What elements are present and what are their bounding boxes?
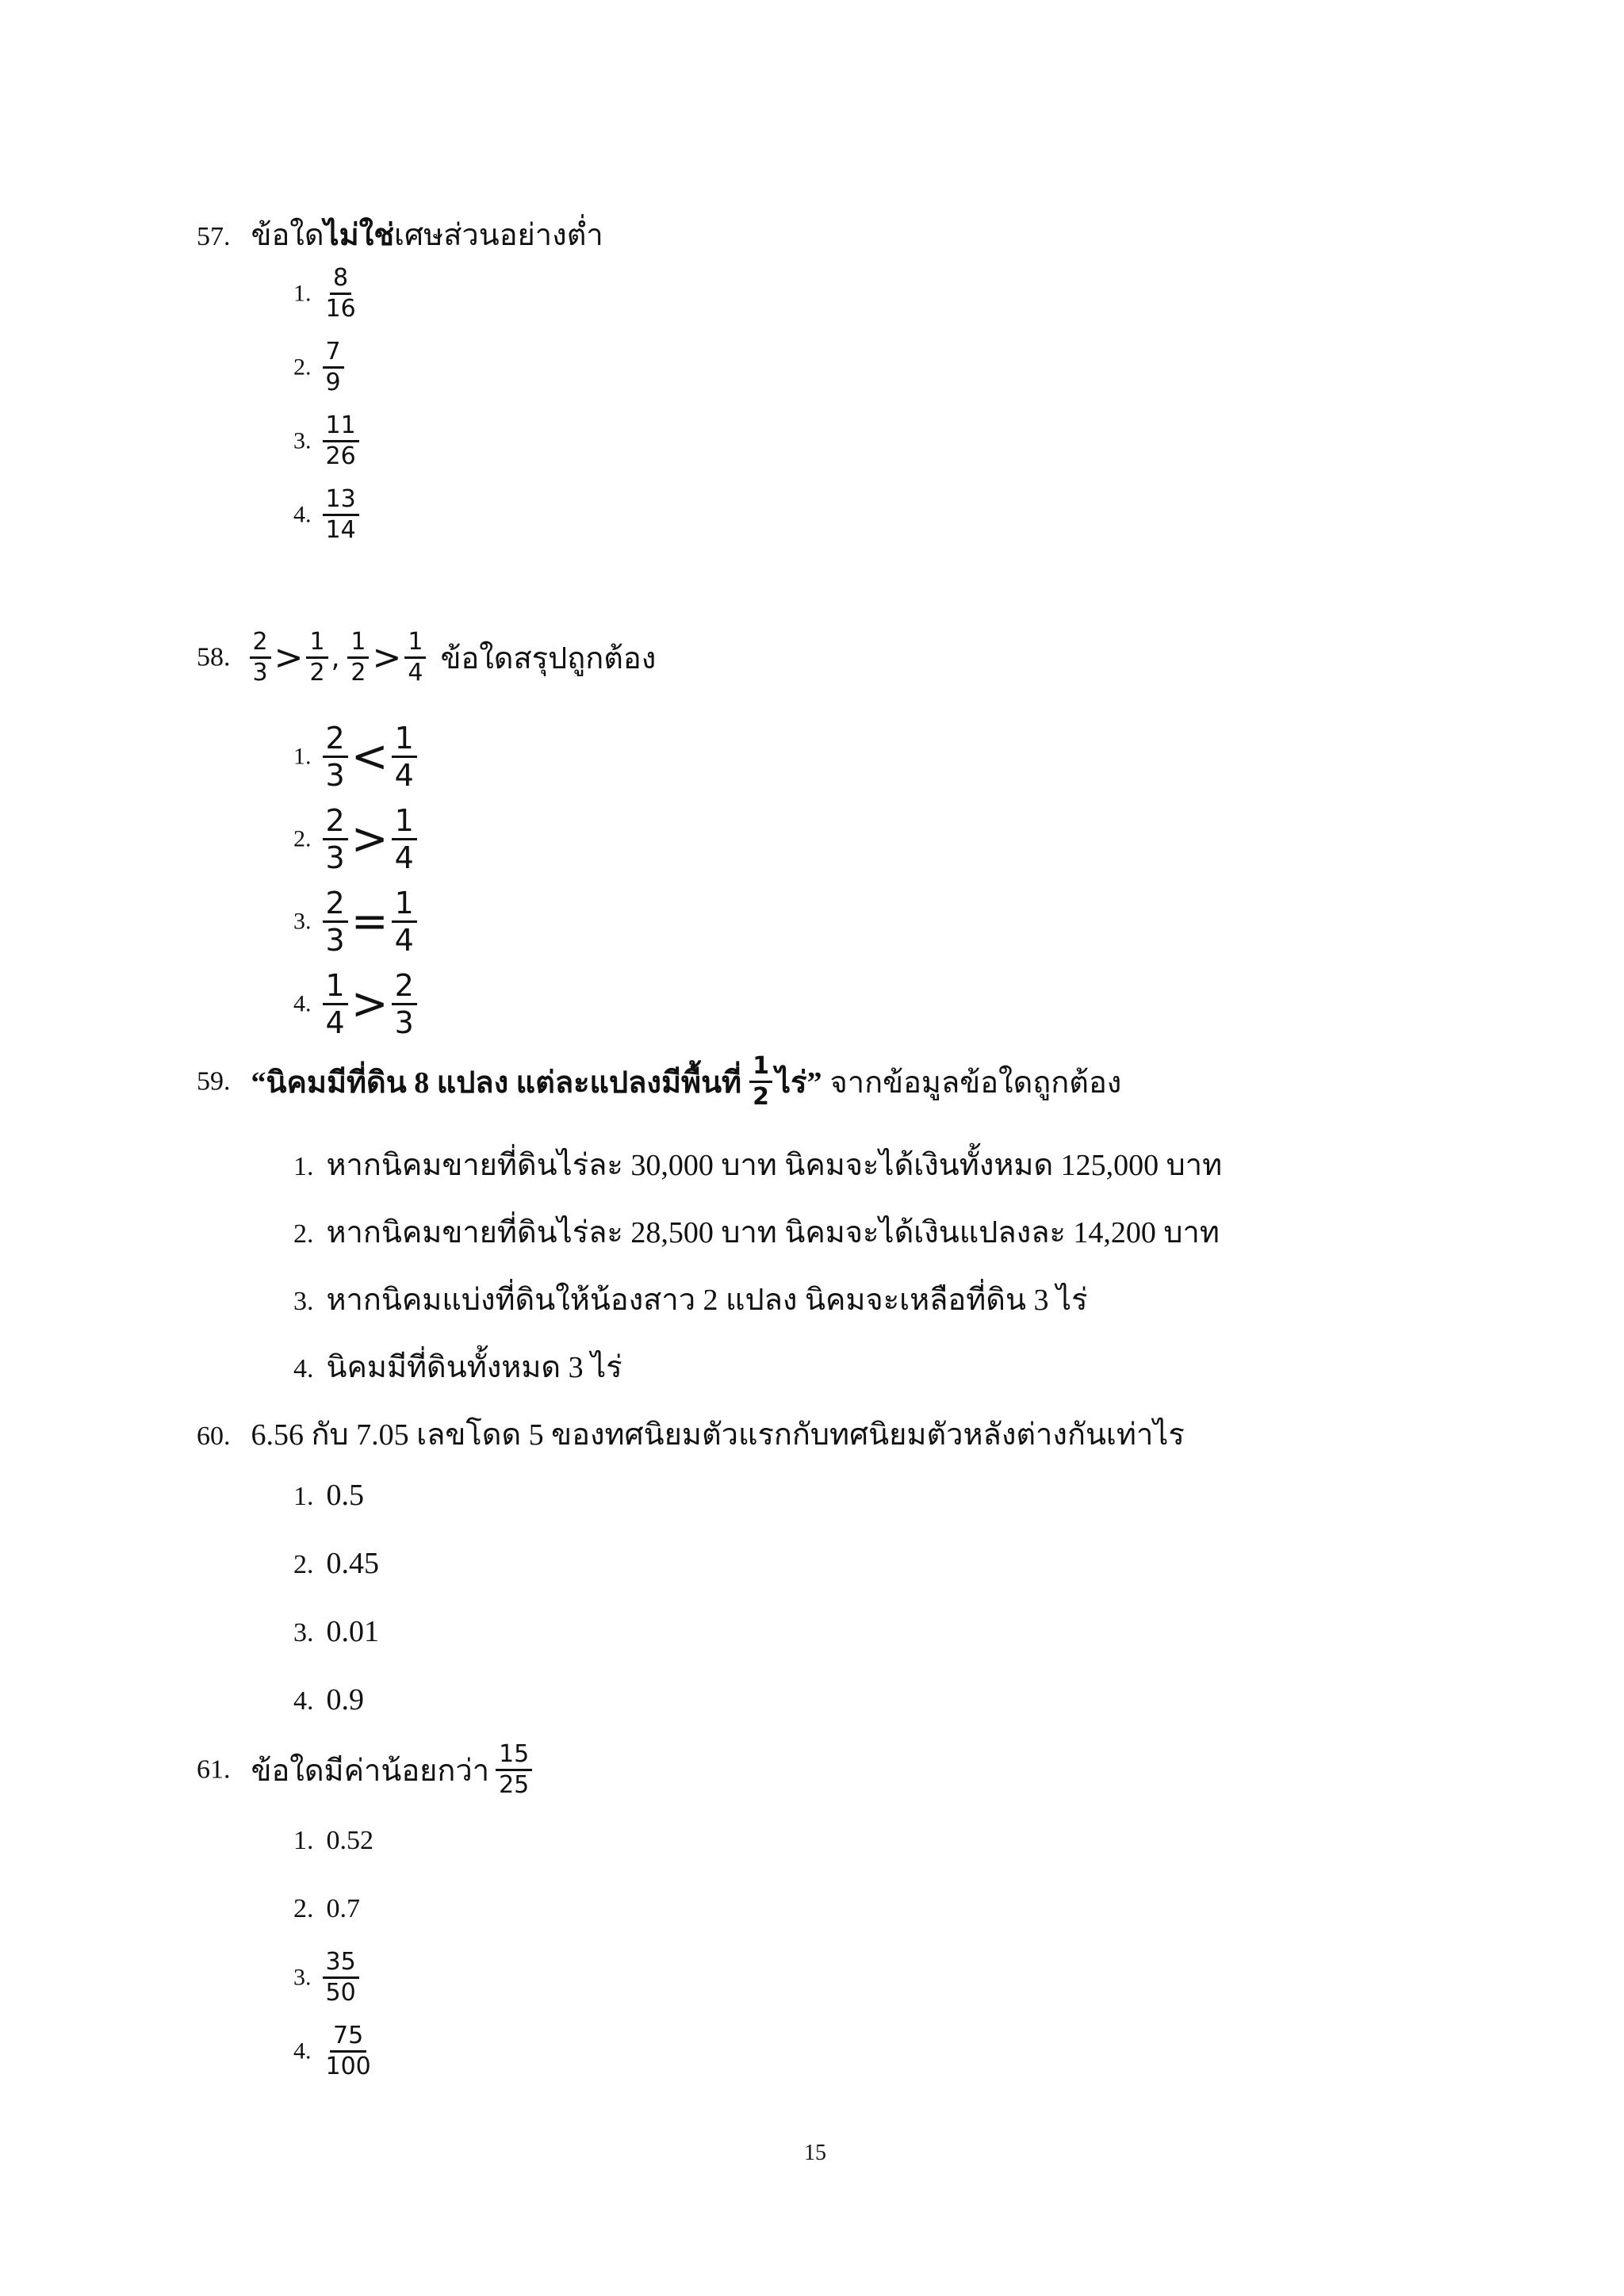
fraction: $\frac{2}{3}$ — [323, 806, 348, 873]
fraction: $\frac{35}{50}$ — [323, 1950, 359, 2005]
q57-option-1[interactable]: 1. $\frac{8}{16}$ — [293, 266, 359, 321]
fraction: $\frac{1}{2}$ — [749, 1054, 772, 1109]
greater-than-symbol: > — [274, 637, 304, 678]
question-59: 59. “นิคมมีที่ดิน 8 แปลง แต่ละแปลงมีพื้นที่ $\frac{1}{2}$ ไร่” จากข้อมูลข้อใดถูกต้อง — [197, 1052, 1122, 1111]
q59-option-3[interactable]: 3. หากนิคมแบ่งที่ดินให้น้องสาว 2 แปลง นิคมจะเหลือที่ดิน 3 ไร่ — [293, 1284, 1088, 1317]
question-text: จากข้อมูลข้อใดถูกต้อง — [829, 1066, 1122, 1100]
q61-option-3[interactable]: 3. $\frac{35}{50}$ — [293, 1950, 359, 2005]
q60-option-3[interactable]: 3. 0.01 — [293, 1615, 379, 1648]
question-text: ข้อใดสรุปถูกต้อง — [440, 642, 657, 675]
fraction: $\frac{1}{4}$ — [392, 888, 417, 955]
fraction: $\frac{1}{4}$ — [404, 630, 426, 685]
q58-option-3[interactable]: 3. $\frac{2}{3}$ = $\frac{1}{4}$ — [293, 888, 417, 955]
greater-than-symbol: > — [372, 637, 402, 678]
q60-option-1[interactable]: 1. 0.5 — [293, 1479, 364, 1512]
q57-option-4[interactable]: 4. $\frac{13}{14}$ — [293, 488, 359, 542]
q58-option-4[interactable]: 4. $\frac{1}{4}$ > $\frac{2}{3}$ — [293, 970, 417, 1038]
fraction: $\frac{2}{3}$ — [250, 630, 271, 685]
question-text: 6.56 กับ 7.05 เลขโดด 5 ของทศนิยมตัวแรกกับทศนิยมตัวหลังต่างกันเท่าไร — [251, 1418, 1185, 1452]
fraction: $\frac{8}{16}$ — [325, 264, 356, 323]
fraction: $\frac{11}{26}$ — [323, 414, 359, 469]
q59-option-2[interactable]: 2. หากนิคมขายที่ดินไร่ละ 28,500 บาท นิคมจะได้เงินแปลงละ 14,200 บาท — [293, 1216, 1220, 1249]
q61-option-2[interactable]: 2. 0.7 — [293, 1894, 360, 1923]
q58-option-1[interactable]: 1. $\frac{2}{3}$ < $\frac{1}{4}$ — [293, 723, 417, 790]
question-quote: “นิคมมีที่ดิน 8 แปลง แต่ละแปลงมีพื้นที่ — [251, 1066, 742, 1100]
fraction: $\frac{1}{4}$ — [323, 970, 348, 1038]
fraction: $\frac{2}{3}$ — [323, 723, 348, 790]
comparison-symbol: > — [350, 813, 389, 865]
q57-option-2[interactable]: 2. $\frac{7}{9}$ — [293, 340, 344, 395]
fraction: $\frac{1}{2}$ — [306, 630, 327, 685]
q61-option-1[interactable]: 1. 0.52 — [293, 1826, 373, 1855]
question-number: 59. — [197, 1066, 231, 1096]
q60-option-2[interactable]: 2. 0.45 — [293, 1547, 379, 1580]
page-number: 15 — [804, 2141, 826, 2165]
fraction: $\frac{2}{3}$ — [392, 970, 417, 1038]
fraction: $\frac{15}{25}$ — [496, 1743, 532, 1797]
question-60 — [197, 1410, 1185, 1458]
fraction: $\frac{1}{4}$ — [392, 806, 417, 873]
question-number: 58. — [197, 642, 231, 672]
question-58 — [197, 630, 656, 685]
question-text: ข้อใดไม่ใช่เศษส่วนอย่างต่ำ — [251, 219, 603, 252]
comma: , — [331, 641, 340, 674]
q58-option-2[interactable]: 2. $\frac{2}{3}$ > $\frac{1}{4}$ — [293, 806, 417, 873]
comparison-symbol: < — [350, 731, 389, 783]
comparison-symbol: > — [350, 978, 389, 1030]
question-number: 57. — [197, 222, 231, 251]
fraction: $\frac{7}{9}$ — [323, 340, 344, 395]
fraction: $\frac{1}{2}$ — [347, 630, 369, 685]
question-text: ข้อใดมีค่าน้อยกว่า — [251, 1755, 490, 1788]
question-61 — [197, 1740, 532, 1799]
q59-option-4[interactable]: 4. นิคมมีที่ดินทั้งหมด 3 ไร่ — [293, 1351, 622, 1384]
q60-option-4[interactable]: 4. 0.9 — [293, 1683, 364, 1716]
q57-option-3[interactable]: 3. $\frac{11}{26}$ — [293, 414, 359, 469]
q59-option-1[interactable]: 1. หากนิคมขายที่ดินไร่ละ 30,000 บาท นิคมจะได้เงินทั้งหมด 125,000 บาท — [293, 1149, 1223, 1182]
fraction: $\frac{13}{14}$ — [323, 488, 359, 542]
q61-option-4[interactable]: 4. $\frac{75}{100}$ — [293, 2024, 374, 2079]
question-number: 61. — [197, 1755, 231, 1785]
question-number: 60. — [197, 1422, 231, 1451]
comparison-symbol: = — [350, 896, 389, 947]
question-57 — [197, 210, 603, 258]
fraction: $\frac{75}{100}$ — [325, 2022, 371, 2080]
fraction: $\frac{1}{4}$ — [392, 723, 417, 790]
fraction: $\frac{2}{3}$ — [323, 888, 348, 955]
